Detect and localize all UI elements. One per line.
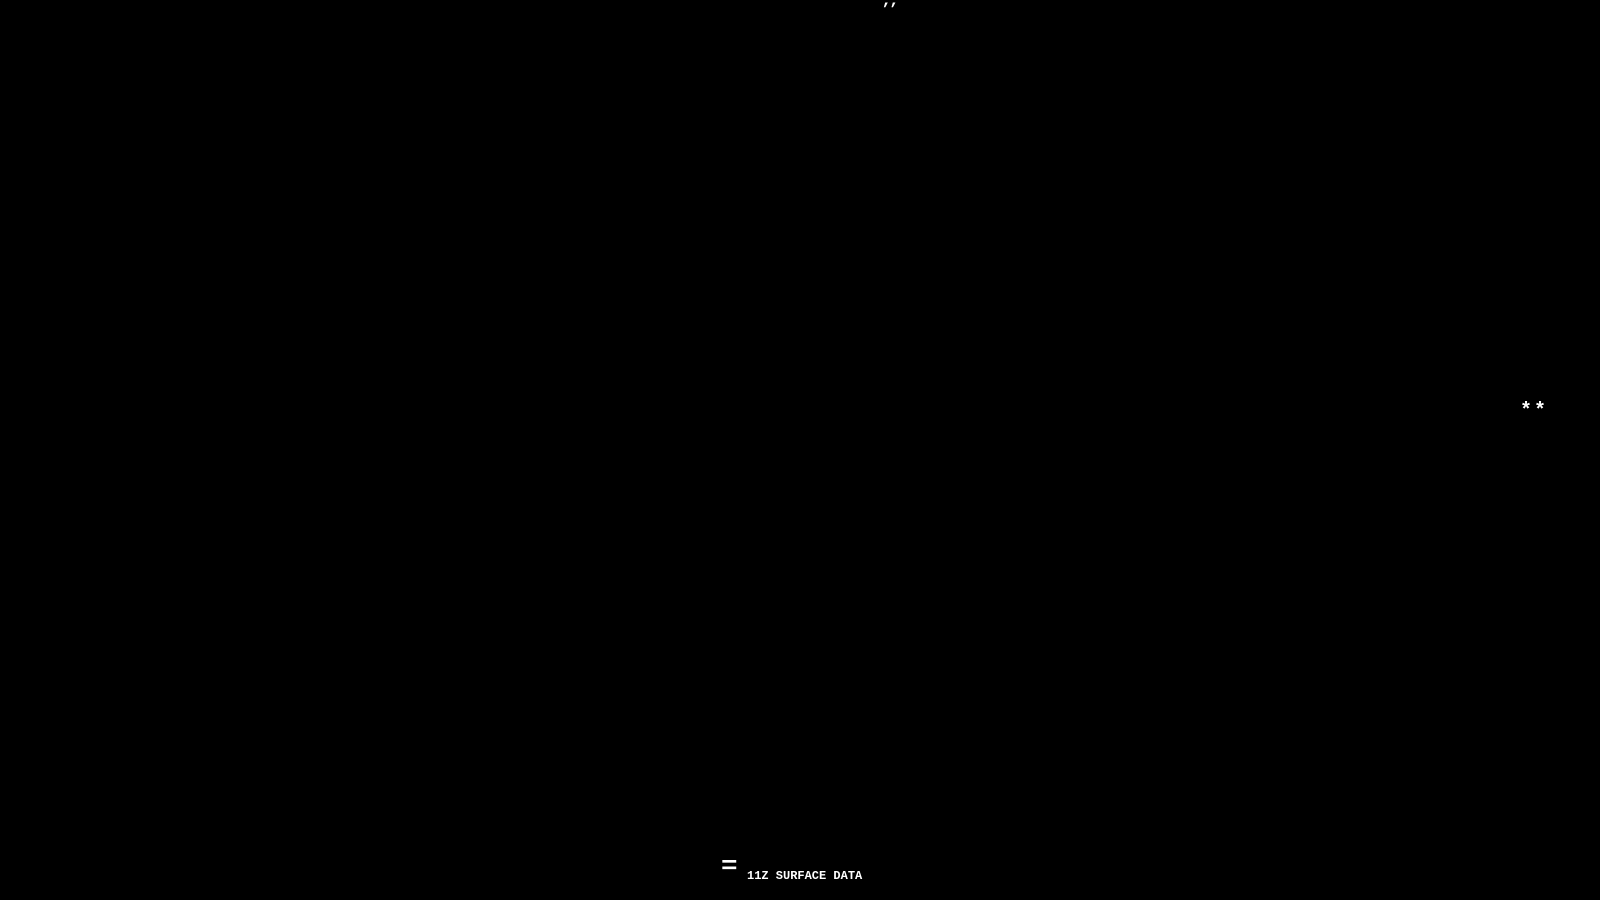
plot-title-label: 11Z SURFACE DATA [747,869,863,883]
drizzle-weather-symbol: ’’ [881,1,897,19]
mist-weather-symbol: = [721,854,738,881]
light-snow-weather-symbol: ** [1520,400,1549,423]
